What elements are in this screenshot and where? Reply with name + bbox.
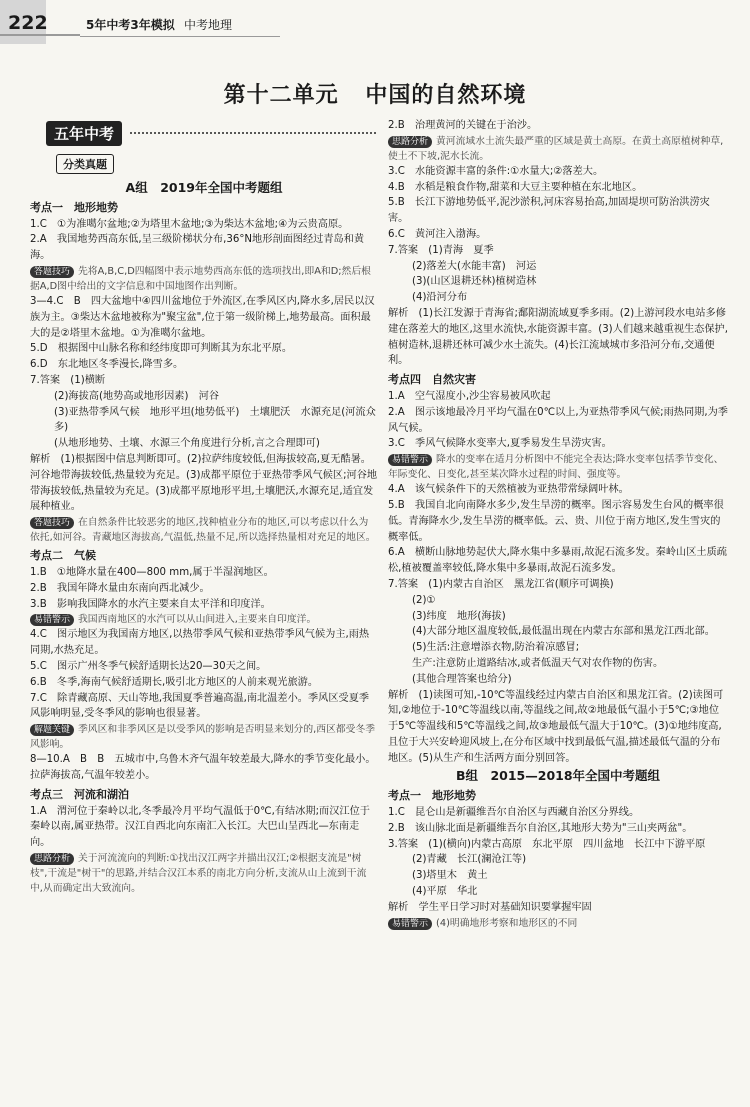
book-title: 5年中考3年模拟	[86, 18, 175, 32]
unit-title: 第十二单元 中国的自然环境	[223, 83, 527, 108]
topic-heading: 考点三 河流和湖泊	[30, 787, 129, 801]
page-number: 222	[8, 12, 48, 34]
answer-item: 2.B 我国年降水量由东南向西北减少。	[30, 582, 210, 594]
answer-item: 1.B ①地降水量在400—800 mm,属于半湿润地区。	[30, 566, 274, 578]
tip-text: 季风区和非季风区是以受季风的影响是否明显来划分的,西区都受冬季风影响。	[30, 724, 376, 751]
answer-item: 3.C 季风气候降水变率大,夏季易发生旱涝灾害。	[388, 438, 612, 450]
answer-item: 解析 (1)根据图中信息判断即可。(2)拉萨纬度较低,但海拔较高,夏无酷暑。河谷地带海拔较低,热量较为充足。(3)成都平原位于亚热带季风气候区;河谷地带海拔较低,热量较为充足。(3)成都平原地形平坦,土壤肥沃,水源充足,适宜发展种植业。	[30, 453, 378, 513]
answer-item: 解析 (1)长江发源于青海省;鄱阳湖流域夏季多雨。(2)上游河段水电站多修建在落差大的地区,这里水流快,水能资源丰富。(3)人们越来越重视生态保护,植树造林,退耕还林可减少水土流失。(4)长江流域城市多沿河分布,交通便利。	[388, 307, 728, 367]
answer-item: 8—10.A B B 五城市中,乌鲁木齐气温年较差最大,降水的季节变化最小。拉萨海拔高,气温年较差小。	[30, 754, 376, 781]
answer-item: 2.B 治理黄河的关键在于治沙。	[388, 120, 538, 131]
answer-line: (5)生活:注意增添衣物,防治着凉感冒;	[412, 642, 580, 654]
answer-line: (2)海拔高(地势高或地形因素) 河谷	[54, 390, 220, 402]
tip-text: 在自然条件比较恶劣的地区,找种植业分布的地区,可以考虑以什么为依托,如河谷。青藏地区海拔高,气温低,热量不足,所以选择热量相对充足的地区。	[30, 517, 376, 544]
answer-item: 4.A 该气候条件下的天然植被为亚热带常绿阔叶林。	[388, 484, 629, 496]
answer-item: 7.答案 (1)横断	[30, 374, 106, 386]
answer-line: (2)①	[412, 594, 436, 606]
topic-heading: 考点一 地形地势	[388, 789, 476, 803]
tip-label: 易错警示	[388, 454, 432, 466]
answer-item: 解析 (1)读图可知,-10℃等温线经过内蒙古自治区和黑龙江省。(2)读图可知,②地位于-10℃等温线以南,等温线之间,故②地最低气温小于5℃;③地位于5℃等温线和5℃等温线之间,故③地最低气温大于10℃。(3)①地纬度高,且位于大兴安岭迎风坡上,在分布区域中找到最低气温,描述最低气温的分布地区。(5)从生产和生活两方面分别回答。	[388, 689, 724, 764]
tip-label: 思路分析	[388, 136, 432, 148]
tip-note	[388, 134, 728, 164]
topic-heading: 考点四 自然灾害	[388, 373, 476, 387]
tip-note	[30, 612, 378, 627]
answer-item: 6.D 东北地区冬季漫长,降雪多。	[30, 359, 184, 371]
tip-text: (4)明确地形考察和地形区的不同	[436, 917, 578, 929]
left-column	[30, 118, 378, 896]
tip-text: 关于河流流向的判断:①找出汉江两字并描出汉江;②根据支流是"树枝",干流是"树干"的思路,并结合汉江本系的南北方向分析,支流从山上流到干流中,从而确定出大致流向。	[30, 852, 367, 894]
answer-item: 7.C 除青藏高原、天山等地,我国夏季普遍高温,南北温差小。季风区受夏季风影响明显,受冬季风的影响也很显著。	[30, 692, 370, 720]
answer-item: 2.B 该山脉北面是新疆维吾尔自治区,其地形大势为"三山夹两盆"。	[388, 822, 693, 834]
tip-note	[30, 264, 378, 294]
group-heading: B组 2015—2018年全国中考题组	[455, 768, 661, 784]
tip-text: 我国西南地区的水汽可以从山间进入,主要来自印度洋。	[78, 614, 317, 626]
answer-item: 1.C ①为准噶尔盆地;②为塔里木盆地;③为柴达木盆地;④为云贵高原。	[30, 218, 349, 230]
tip-label: 易错警示	[388, 918, 432, 930]
answer-item: 3.答案 (1)(横向)内蒙古高原 东北平原 四川盆地 长江中下游平原	[388, 838, 706, 850]
right-column	[388, 118, 728, 931]
subject-label: 中考地理	[184, 18, 233, 32]
topic-heading: 考点二 气候	[30, 549, 96, 563]
answer-line: (4)沿河分布	[412, 292, 468, 304]
answer-line: (2)青藏 长江(澜沧江等)	[412, 854, 527, 866]
tip-note	[30, 851, 378, 896]
answer-item: 5.D 根据图中山脉名称和经纬度即可判断其为东北平原。	[30, 343, 293, 355]
answer-item: 6.C 黄河注入渤海。	[388, 228, 487, 240]
tip-text: 降水的变率在适月分析图中不能完全表达;降水变率包括季节变化、年际变化、日变化,甚至某次降水过程的时间、强度等。	[388, 454, 724, 481]
tip-label: 答题技巧	[30, 266, 74, 278]
tip-text: 先将A,B,C,D四幅图中表示地势西高东低的选项找出,即A和D;然后根据A,D图中给出的文字信息和中国地图作出判断。	[30, 265, 371, 292]
tip-label: 答题技巧	[30, 517, 74, 529]
answer-item: 6.B 冬季,海南气候舒适期长,吸引北方地区的人前来观光旅游。	[30, 676, 319, 688]
answer-line: (3)纬度 地形(海拔)	[412, 610, 506, 622]
tip-label: 易错警示	[30, 614, 74, 626]
tip-note	[30, 515, 378, 545]
answer-line: (4)大部分地区温度较低,最低温出现在内蒙古东部和黑龙江西北部。	[412, 626, 715, 638]
answer-item: 6.A 横断山脉地势起伏大,降水集中多暴雨,故泥石流多发。秦岭山区土质疏松,植被覆盖率较低,降水集中多暴雨,故泥石流多发。	[388, 547, 727, 575]
answer-item: 3.C 水能资源丰富的条件:①水量大;②落差大。	[388, 165, 604, 177]
answer-item: 7.答案 (1)内蒙古自治区 黑龙江省(顺序可调换)	[388, 578, 614, 590]
category-tag: 分类真题	[56, 154, 114, 174]
answer-item: 1.C 昆仑山是新疆维吾尔自治区与西藏自治区分界线。	[388, 807, 640, 819]
banner-label: 五年中考	[46, 121, 122, 146]
answer-item: 5.B 长江下游地势低平,泥沙淤积,河床容易抬高,加固堤坝可防治洪涝灾害。	[388, 197, 710, 225]
answer-item: 2.A 我国地势西高东低,呈三级阶梯状分布,36°N地形剖面图经过青岛和黄海。	[30, 234, 365, 262]
left-content	[30, 180, 378, 896]
tip-note	[388, 916, 728, 931]
answer-line: (3)(山区退耕还林)植树造林	[412, 276, 537, 288]
answer-item: 解析 学生平日学习时对基础知识要掌握牢固	[388, 901, 592, 913]
answer-item: 5.B 我国自北向南降水多少,发生旱涝的概率。图示容易发生台风的概率很低。青海降水少,发生旱涝的概率低。云、贵、川位于南方地区,发生雪灾的概率低。	[388, 499, 724, 543]
group-heading: A组 2019年全国中考题组	[125, 180, 283, 195]
answer-item: 4.B 水稻是粮食作物,甜菜和大豆主要种植在东北地区。	[388, 181, 643, 193]
answer-item: 3.B 影响我国降水的水汽主要来自太平洋和印度洋。	[30, 598, 271, 610]
answer-item: 7.答案 (1)青海 夏季	[388, 244, 494, 256]
tip-label: 解题关键	[30, 724, 74, 736]
answer-line: (其他合理答案也给分)	[412, 673, 512, 685]
page-header	[0, 0, 750, 44]
answer-item: 2.A 图示该地最冷月平均气温在0℃以上,为亚热带季风气候;雨热同期,为季风气候。	[388, 406, 728, 434]
tip-text: 黄河流域水土流失最严重的区域是黄土高原。在黄土高原植树种草,使土不下坡,泥水长流。	[388, 135, 724, 162]
right-content	[388, 118, 728, 931]
answer-item: 4.C 图示地区为我国南方地区,以热带季风气候和亚热带季风气候为主,雨热同期,水热充足。	[30, 629, 370, 657]
tip-note	[30, 722, 378, 752]
section-banner	[30, 118, 378, 148]
answer-item: 5.C 图示广州冬季气候舒适期长达20—30天之间。	[30, 660, 267, 672]
tip-label: 思路分析	[30, 853, 74, 865]
answer-line: (3)亚热带季风气候 地形平坦(地势低平) 土壤肥沃 水源充足(河流众多)	[54, 406, 376, 434]
answer-line: (4)平原 华北	[412, 886, 478, 898]
topic-heading: 考点一 地形地势	[30, 200, 118, 214]
answer-item: 1.A 渭河位于秦岭以北,冬季最冷月平均气温低于0℃,有结冰期;而汉江位于秦岭以南,属亚热带。汉江自西北向东南汇入长江。大巴山呈西北—东南走向。	[30, 805, 370, 849]
tip-note	[388, 452, 728, 482]
answer-line: (2)落差大(水能丰富) 河运	[412, 260, 537, 272]
answer-item: 1.A 空气湿度小,沙尘容易被风吹起	[388, 390, 551, 402]
answer-item: 3—4.C B 四大盆地中④四川盆地位于外流区,在季风区内,降水多,居民以汉族为主。③柴达木盆地被称为"聚宝盆",位于第一级阶梯上,地势最高。面积最大的是②塔里木盆地。①为准噶尔盆地。	[30, 295, 375, 339]
answer-line: (从地形地势、土壤、水源三个角度进行分析,言之合理即可)	[54, 438, 320, 450]
answer-line: (3)塔里木 黄土	[412, 870, 488, 882]
answer-line: 生产:注意防止道路结冰,或者低温天气对农作物的伤害。	[412, 657, 664, 669]
